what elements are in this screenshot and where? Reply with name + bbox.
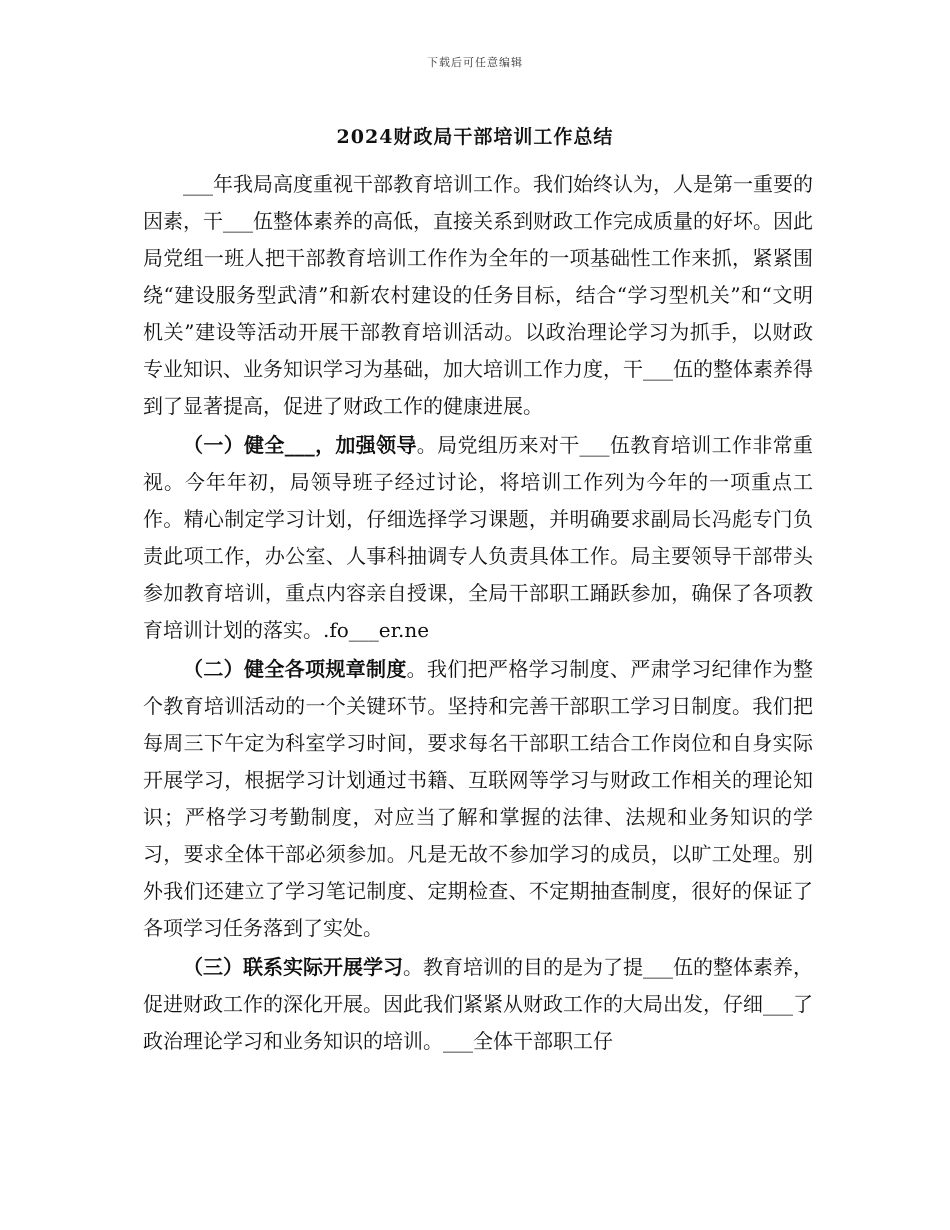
document-title: 2024财政局干部培训工作总结 xyxy=(336,126,614,148)
section-heading-1: （一）健全___，加强领导 xyxy=(183,433,417,457)
section-heading-2: （二）健全各项规章制度 xyxy=(183,657,407,681)
section-paragraph-1 xyxy=(143,427,813,649)
section-text-1: 。局党组历来对干___伍教育培训工作非常重视。今年年初，局领导班子经过讨论，将培训工作列为今年的一项重点工作。精心制定学习计划，仔细选择学习课题，并明确要求副局长冯彪专门负责此项工作，办公室、人事科抽调专人负责具体工作。局主要领导干部带头参加教育培训，重点内容亲自授课，全局干部职工踊跃参加，确保了各项教育培训计划的落实。.fo___er.ne xyxy=(143,433,814,642)
section-text-3: 。教育培训的目的是为了提___伍的整体素养，促进财政工作的深化开展。因此我们紧紧从财政工作的大局出发，仔细___了政治理论学习和业务知识的培训。___全体干部职工仔 xyxy=(143,955,813,1053)
section-paragraph-2 xyxy=(143,651,813,947)
section-text-2: 。我们把严格学习制度、严肃学习纪律作为整个教育培训活动的一个关键环节。坚持和完善干部职工学习日制度。我们把每周三下午定为科室学习时间，要求每名干部职工结合工作岗位和自身实际开展学习，根据学习计划通过书籍、互联网等学习与财政工作相关的理论知识；严格学习考勤制度，对应当了解和掌握的法律、法规和业务知识的学习，要求全体干部必须参加。凡是无故不参加学习的成员，以旷工处理。别外我们还建立了学习笔记制度、定期检查、不定期抽查制度，很好的保证了各项学习任务落到了实处。 xyxy=(143,657,814,940)
document-body xyxy=(143,166,813,1060)
page-header-note: 下载后可任意编辑 xyxy=(427,56,523,69)
intro-paragraph: ___年我局高度重视干部教育培训工作。我们始终认为，人是第一重要的因素，干___伍整体素养的高低，直接关系到财政工作完成质量的好坏。因此局党组一班人把干部教育培训工作作为全年的一项基础性工作来抓，紧紧围绕“建设服务型武清”和新农村建设的任务目标，结合“学习型机关”和“文明机关”建设等活动开展干部教育培训活动。以政治理论学习为抓手，以财政专业知识、业务知识学习为基础，加大培训工作力度，干___伍的整体素养得到了显著提高，促进了财政工作的健康进展。 xyxy=(143,172,813,418)
section-paragraph-3 xyxy=(143,949,813,1060)
section-heading-3: （三）联系实际开展学习 xyxy=(183,955,403,979)
